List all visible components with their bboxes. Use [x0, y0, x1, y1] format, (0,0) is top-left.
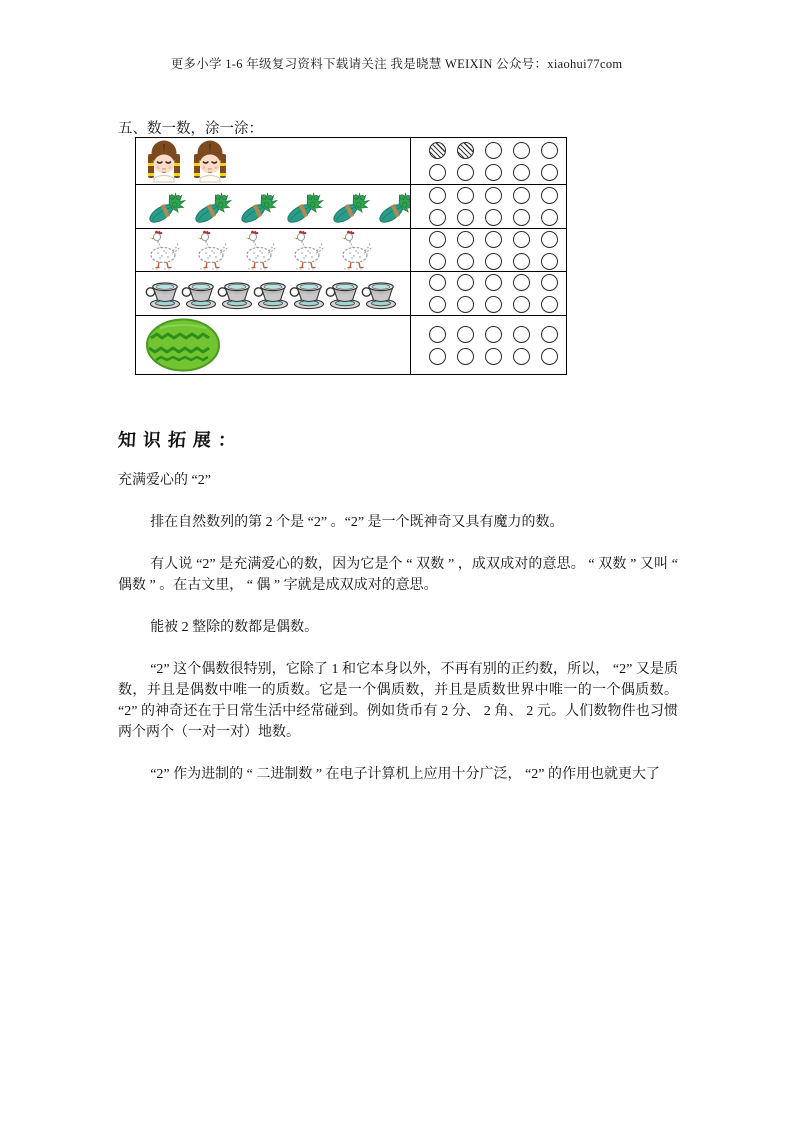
empty-circle[interactable]	[457, 209, 474, 226]
empty-circle[interactable]	[457, 348, 474, 365]
celery-icon	[282, 188, 326, 224]
empty-circle[interactable]	[429, 296, 446, 313]
count-color-table	[135, 137, 567, 375]
empty-circle[interactable]	[457, 231, 474, 248]
empty-circle[interactable]	[541, 209, 558, 226]
item-pictures-cell	[136, 316, 411, 374]
table-row	[136, 316, 566, 374]
empty-circle[interactable]	[457, 274, 474, 291]
empty-circle[interactable]	[513, 274, 530, 291]
empty-circle[interactable]	[541, 296, 558, 313]
teacup-icon	[144, 278, 184, 310]
empty-circle[interactable]	[485, 274, 502, 291]
empty-circle[interactable]	[429, 209, 446, 226]
item-pictures-cell	[136, 272, 411, 315]
watermelon-icon	[144, 316, 222, 374]
celery-icon	[328, 188, 372, 224]
empty-circle[interactable]	[457, 253, 474, 270]
empty-circle[interactable]	[513, 348, 530, 365]
empty-circle[interactable]	[429, 187, 446, 204]
celery-icon	[374, 188, 411, 224]
empty-circle[interactable]	[513, 326, 530, 343]
chicken-icon	[288, 229, 324, 271]
teacup-icon	[252, 278, 292, 310]
empty-circle[interactable]	[457, 164, 474, 181]
empty-circle[interactable]	[429, 348, 446, 365]
empty-circle[interactable]	[541, 326, 558, 343]
empty-circle[interactable]	[485, 231, 502, 248]
table-row	[136, 272, 566, 316]
empty-circle[interactable]	[513, 164, 530, 181]
empty-circle[interactable]	[485, 142, 502, 159]
chicken-icon	[336, 229, 372, 271]
item-pictures-cell	[136, 229, 411, 272]
empty-circle[interactable]	[429, 231, 446, 248]
empty-circle[interactable]	[485, 209, 502, 226]
empty-circle[interactable]	[485, 326, 502, 343]
knowledge-paragraph: 充满爱心的 “2”	[118, 473, 211, 488]
empty-circle[interactable]	[429, 164, 446, 181]
empty-circle[interactable]	[513, 209, 530, 226]
teacup-icon	[216, 278, 256, 310]
empty-circle[interactable]	[429, 253, 446, 270]
empty-circle[interactable]	[541, 274, 558, 291]
empty-circle[interactable]	[429, 326, 446, 343]
empty-circle[interactable]	[513, 187, 530, 204]
empty-circle[interactable]	[457, 296, 474, 313]
empty-circle[interactable]	[513, 231, 530, 248]
table-row	[136, 185, 566, 229]
celery-icon	[144, 188, 188, 224]
item-pictures-cell	[136, 138, 411, 184]
color-circles-cell	[411, 229, 566, 272]
shaded-circle[interactable]	[429, 142, 446, 159]
knowledge-paragraph: “2” 这个偶数很特别，它除了 1 和它本身以外，不再有别的正约数，所以， “2” 又是质数，并且是偶数中唯一的质数。它是一个偶质数，并且是质数世界中唯一的一个偶质数。 “2” 的神奇还在于日常生活中经常碰到。例如货币有 2 分、 2 角、 2 元。人们数物件也习惯两个两个（一对一对）地数。	[118, 662, 678, 740]
knowledge-body	[118, 470, 678, 806]
empty-circle[interactable]	[485, 164, 502, 181]
knowledge-paragraph: 排在自然数列的第 2 个是 “2” 。“2” 是一个既神奇又具有魔力的数。	[150, 515, 564, 530]
empty-circle[interactable]	[513, 296, 530, 313]
empty-circle[interactable]	[485, 187, 502, 204]
knowledge-paragraph: 有人说 “2” 是充满爱心的数，因为它是个 “ 双数 ” ，成双成对的意思。 “ 双数 ” 又叫 “ 偶数 ” 。在古文里， “ 偶 ” 字就是成双成对的意思。	[118, 557, 678, 593]
color-circles-cell	[411, 185, 566, 228]
celery-icon	[236, 188, 280, 224]
empty-circle[interactable]	[541, 231, 558, 248]
color-circles-cell	[411, 272, 566, 315]
table-row	[136, 229, 566, 273]
chicken-icon	[240, 229, 276, 271]
header-note: 更多小学 1-6 年级复习资料下载请关注 我是晓慧 WEIXIN 公众号：xiaohui77com	[170, 57, 623, 71]
empty-circle[interactable]	[513, 142, 530, 159]
empty-circle[interactable]	[541, 253, 558, 270]
knowledge-paragraph: 能被 2 整除的数都是偶数。	[150, 620, 319, 635]
knowledge-heading: 知识拓展：	[117, 430, 244, 450]
table-row	[136, 138, 566, 185]
teacup-icon	[288, 278, 328, 310]
empty-circle[interactable]	[457, 326, 474, 343]
color-circles-cell	[411, 316, 566, 374]
color-circles-cell	[411, 138, 566, 184]
empty-circle[interactable]	[485, 348, 502, 365]
teacup-icon	[324, 278, 364, 310]
empty-circle[interactable]	[541, 164, 558, 181]
girl-icon	[144, 138, 184, 184]
empty-circle[interactable]	[429, 274, 446, 291]
chicken-icon	[144, 229, 180, 271]
empty-circle[interactable]	[457, 187, 474, 204]
item-pictures-cell	[136, 185, 411, 228]
section-title: 五、数一数，涂一涂：	[118, 121, 263, 137]
empty-circle[interactable]	[513, 253, 530, 270]
shaded-circle[interactable]	[457, 142, 474, 159]
empty-circle[interactable]	[541, 348, 558, 365]
empty-circle[interactable]	[485, 296, 502, 313]
knowledge-paragraph: “2” 作为进制的 “ 二进制数 ” 在电子计算机上应用十分广泛， “2” 的作用也就更大了	[150, 767, 660, 782]
teacup-icon	[360, 278, 400, 310]
teacup-icon	[180, 278, 220, 310]
empty-circle[interactable]	[485, 253, 502, 270]
empty-circle[interactable]	[541, 187, 558, 204]
empty-circle[interactable]	[541, 142, 558, 159]
girl-icon	[190, 138, 230, 184]
celery-icon	[190, 188, 234, 224]
chicken-icon	[192, 229, 228, 271]
